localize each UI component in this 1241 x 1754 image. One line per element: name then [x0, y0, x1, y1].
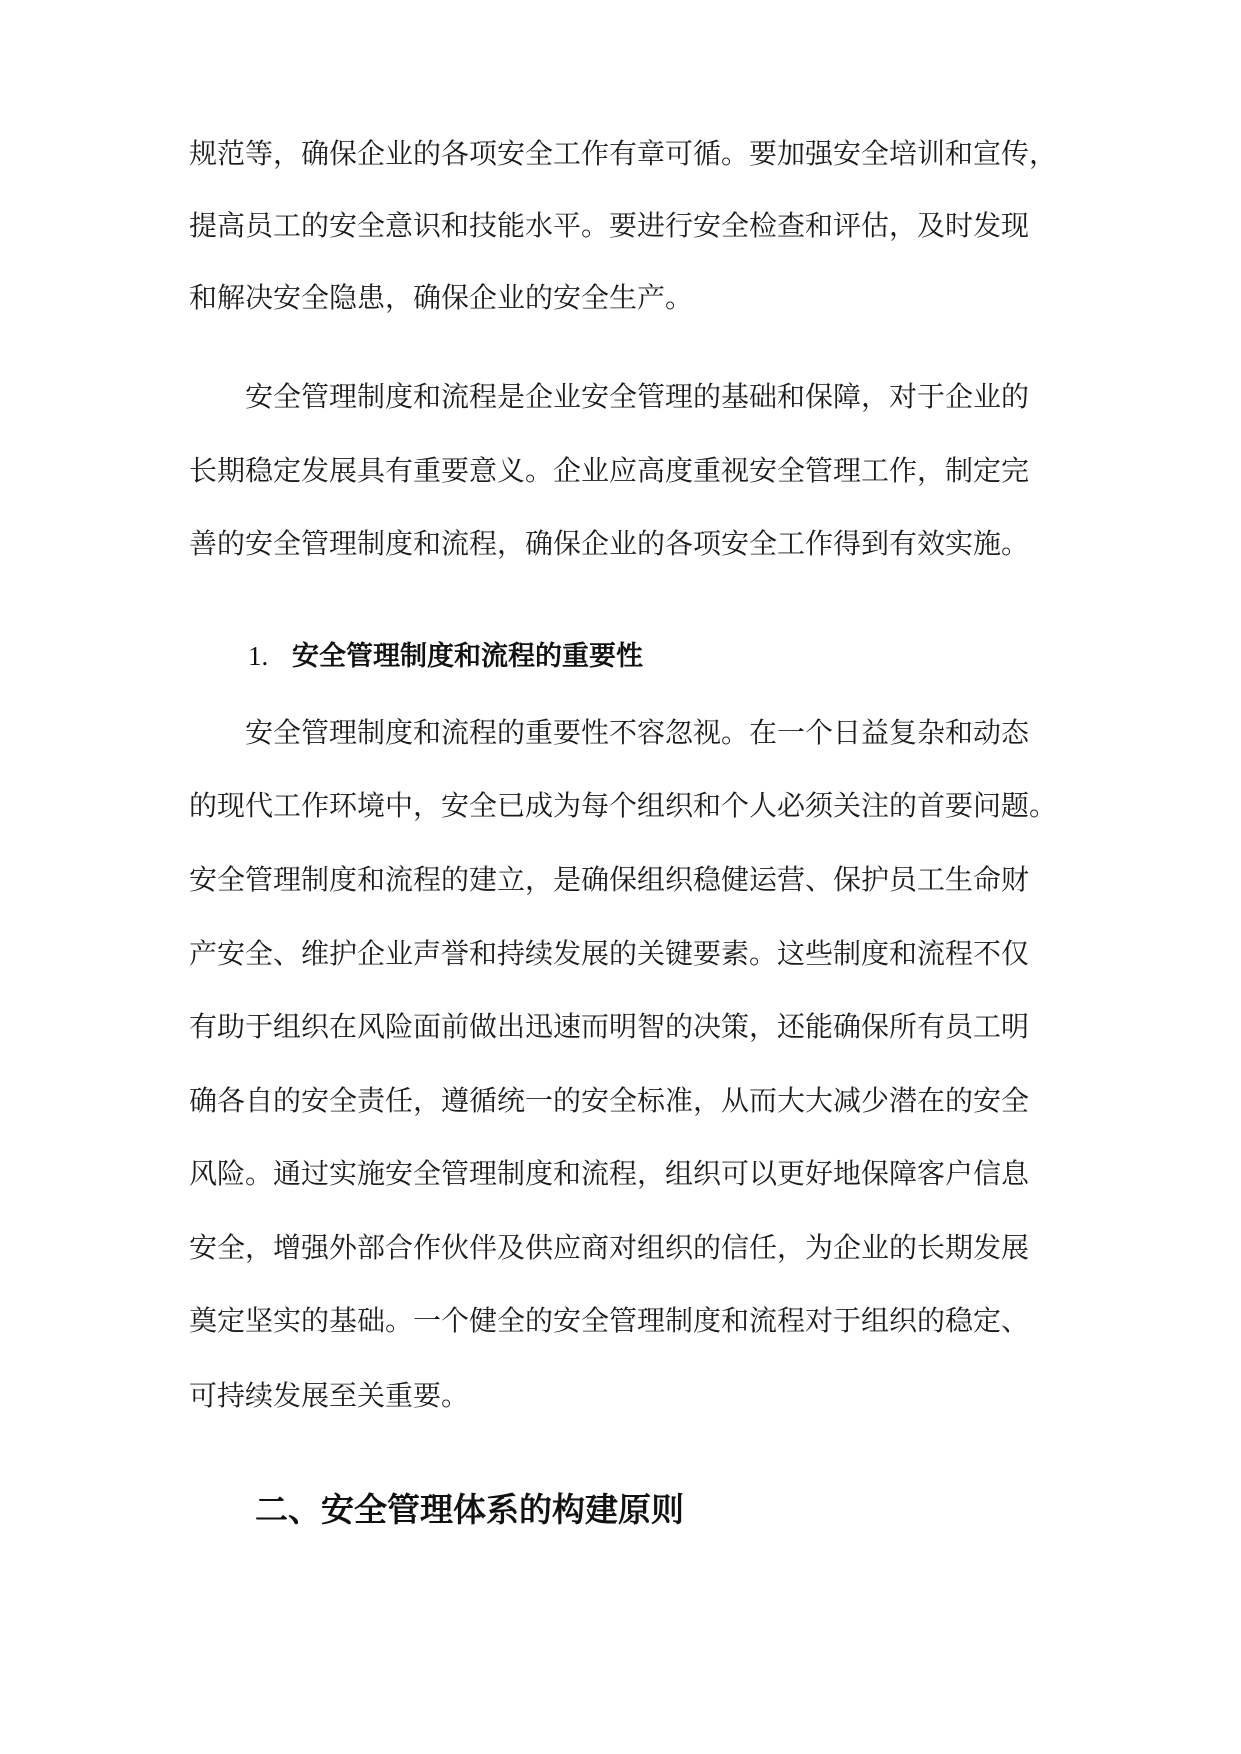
- paragraph-3-line-7: 风险。通过实施安全管理制度和流程，组织可以更好地保障客户信息: [189, 1157, 1030, 1190]
- subheading-text: 安全管理制度和流程的重要性: [292, 641, 643, 672]
- paragraph-1-line-3: 和解决安全隐患，确保企业的安全生产。: [189, 281, 694, 314]
- paragraph-2-line-2: 长期稳定发展具有重要意义。企业应高度重视安全管理工作，制定完: [189, 454, 1030, 487]
- paragraph-1-line-1: 规范等，确保企业的各项安全工作有章可循。要加强安全培训和宣传，: [189, 137, 1058, 170]
- paragraph-2-line-1: 安全管理制度和流程是企业安全管理的基础和保障，对于企业的: [245, 380, 1030, 413]
- paragraph-3-line-1: 安全管理制度和流程的重要性不容忽视。在一个日益复杂和动态: [245, 716, 1030, 749]
- paragraph-3-line-10: 可持续发展至关重要。: [189, 1379, 470, 1412]
- paragraph-3-line-4: 产安全、维护企业声誉和持续发展的关键要素。这些制度和流程不仅: [189, 937, 1030, 970]
- paragraph-3-line-6: 确各自的安全责任，遵循统一的安全标准，从而大大减少潜在的安全: [189, 1084, 1030, 1117]
- paragraph-3-line-8: 安全，增强外部合作伙伴及供应商对组织的信任，为企业的长期发展: [189, 1231, 1030, 1264]
- subheading-number: 1.: [248, 641, 269, 671]
- paragraph-1-line-2: 提高员工的安全意识和技能水平。要进行安全检查和评估，及时发现: [189, 209, 1030, 242]
- paragraph-3-line-2: 的现代工作环境中，安全已成为每个组织和个人必须关注的首要问题。: [189, 789, 1058, 822]
- paragraph-2-line-3: 善的安全管理制度和流程，确保企业的各项安全工作得到有效实施。: [189, 527, 1030, 560]
- paragraph-3-line-9: 奠定坚实的基础。一个健全的安全管理制度和流程对于组织的稳定、: [189, 1304, 1030, 1337]
- paragraph-3-line-5: 有助于组织在风险面前做出迅速而明智的决策，还能确保所有员工明: [189, 1010, 1030, 1043]
- section-heading: 二、安全管理体系的构建原则: [255, 1490, 684, 1529]
- paragraph-3-line-3: 安全管理制度和流程的建立，是确保组织稳健运营、保护员工生命财: [189, 863, 1030, 896]
- subheading-1: [248, 630, 948, 682]
